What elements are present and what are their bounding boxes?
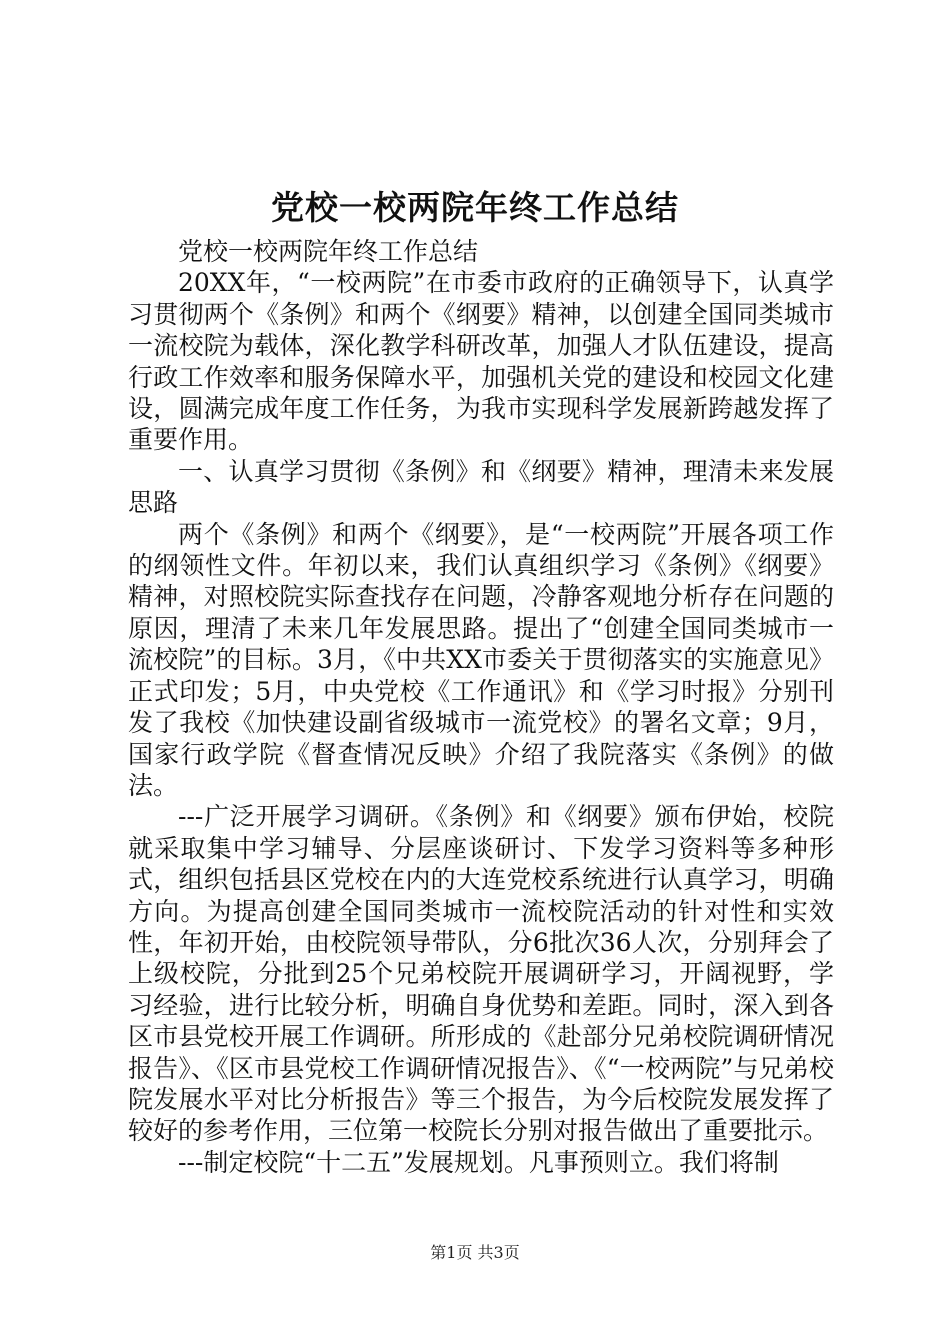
paragraph-subtitle: 党校一校两院年终工作总结: [178, 237, 479, 266]
paragraph-research: ---广泛开展学习调研。《条例》和《纲要》颁布伊始，校院就采取集中学习辅导、分层座谈研讨、下发学习资料等多种形式，组织包括县区党校在内的大连党校系统进行认真学习，明确方向。为提高创建全国同类城市一流校院活动的针对性和实效性，年初开始，由校院领导带队，分6批次36人次，分别拜会了上级校院，分批到25个兄弟校院开展调研学习，开阔视野，学习经验，进行比较分析，明确自身优势和差距。同时，深入到各区市县党校开展工作调研。所形成的《赴部分兄弟校院调研情况报告》、《区市县党校工作调研情况报告》、《“一校两院”与兄弟校院发展水平对比分析报告》等三个报告，为今后校院发展发挥了较好的参考作用，三位第一校院长分别对报告做出了重要批示。: [128, 802, 834, 1146]
section-heading-1: 一、认真学习贯彻《条例》和《纲要》精神，理清未来发展思路: [128, 456, 834, 518]
document-body: [128, 236, 834, 1178]
page-number-footer: 第1页 共3页: [430, 1243, 520, 1262]
paragraph-intro: 20XX年，“一校两院”在市委市政府的正确领导下，认真学习贯彻两个《条例》和两个《纲要》精神，以创建全国同类城市一流校院为载体，深化教学科研改革，加强人才队伍建设，提高行政工作效率和服务保障水平，加强机关党的建设和校园文化建设，圆满完成年度工作任务，为我市实现科学发展新跨越发挥了重要作用。: [128, 268, 834, 455]
paragraph-section-1: 两个《条例》和两个《纲要》，是“一校两院”开展各项工作的纲领性文件。年初以来，我们认真组织学习《条例》《纲要》精神，对照校院实际查找存在问题，冷静客观地分析存在问题的原因，理清了未来几年发展思路。提出了“创建全国同类城市一流校院”的目标。3月，《中共XX市委关于贯彻落实的实施意见》正式印发；5月，中央党校《工作通讯》和《学习时报》分别刊发了我校《加快建设副省级城市一流党校》的署名文章；9月，国家行政学院《督查情况反映》介绍了我院落实《条例》的做法。: [128, 519, 834, 800]
document-title: 党校一校两院年终工作总结: [271, 188, 679, 227]
paragraph-planning: ---制定校院“十二五”发展规划。凡事预则立。我们将制: [178, 1147, 779, 1177]
